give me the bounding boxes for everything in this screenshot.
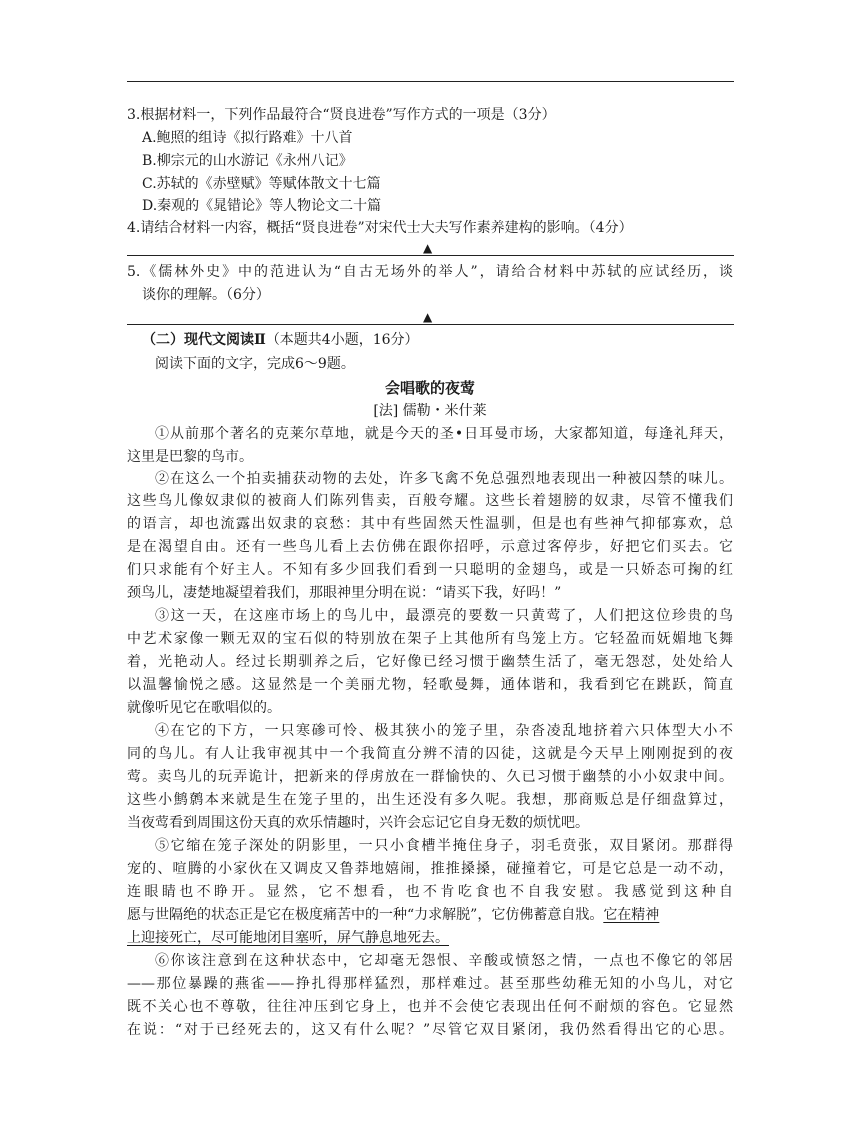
paragraph-2-line: ②在这么一个拍卖捕获动物的去处，许多飞禽不免总强烈地表现出一种被囚禁的味儿。 xyxy=(155,471,733,487)
paragraph-4-line: 当夜莺看到周围这份天真的欢乐情趣时，兴许会忘记它自身无数的烦忧吧。 xyxy=(127,815,589,831)
section-heading xyxy=(142,330,419,350)
answer-rule-q4 xyxy=(127,255,734,256)
paragraph-4-line: ④在它的下方，一只寒碜可怜、极其狭小的笼子里，杂沓凌乱地挤着六只体型大小不 xyxy=(155,723,733,739)
paragraph-3-line: 着，光艳动人。经过长期驯养之后，它好像已经习惯于幽禁生活了，毫无怨怼，处处给人 xyxy=(127,654,733,670)
paragraph-1-line: ①从前那个著名的克莱尔草地，就是今天的圣•日耳曼市场，大家都知道，每逢礼拜天， xyxy=(155,426,733,442)
question-3-option-b: B.柳宗元的山水游记《永州八记》 xyxy=(142,153,353,169)
section-heading-note: （本题共4小题，16分） xyxy=(265,332,419,348)
underlined-sentence-end: 上迎接死亡，尽可能地闭目塞听，屏气静息地死去。 xyxy=(127,930,449,946)
paragraph-6-line: ——那位暴躁的燕雀——挣扎得那样猛烈，那样难过。甚至那些幼稚无知的小鸟儿，对它 xyxy=(127,976,733,992)
paragraph-2-line: 的语言，却也流露出奴隶的哀愁：其中有些固然天性温驯，但是也有些神气抑郁寡欢，总 xyxy=(127,516,733,532)
paragraph-4-line: 这些小鹪鹩本来就是生在笼子里的，出生还没有多久呢。我想，那商贩总是仔细盘算过， xyxy=(127,792,733,808)
paragraph-2-line: 这些鸟儿像奴隶似的被商人们陈列售卖，百般夸耀。这些长着翅膀的奴隶，尽管不懂我们 xyxy=(127,493,733,509)
answer-marker-triangle: ▲ xyxy=(423,310,433,324)
paragraph-3-line: ③这一天，在这座市场上的鸟儿中，最漂亮的要数一只黄莺了，人们把这位珍贵的鸟 xyxy=(155,608,733,624)
question-5-stem-line1: 5.《儒林外史》中的范进认为“自古无场外的举人”，请给合材料中苏轼的应试经历，谈 xyxy=(127,264,733,280)
top-rule xyxy=(127,81,734,82)
paragraph-5-line: 连眼睛也不睁开。显然，它不想看，也不肯吃食也不自我安慰。我感觉到这种自 xyxy=(127,884,733,900)
question-3-option-d: D.秦观的《晁错论》等人物论文二十篇 xyxy=(142,198,382,214)
paragraph-5-text: 愿与世隔绝的状态正是它在极度痛苦中的一种“力求解脱”，它仿佛蓄意自戕。 xyxy=(127,907,604,923)
paragraph-2-line: 颈鸟儿，凄楚地凝望着我们，那眼神里分明在说：“请买下我，好吗！” xyxy=(127,585,562,601)
paragraph-3-line: 中艺术家像一颗无双的宝石似的特别放在架子上其他所有鸟笼上方。它轻盈而妩媚地飞舞 xyxy=(127,631,733,647)
paragraph-6-line: 既不关心也不尊敬，往往冲压到它身上，也并不会使它表现出任何不耐烦的容色。它显然 xyxy=(127,999,733,1015)
question-3-option-a: A.鲍照的组诗《拟行路难》十八首 xyxy=(142,130,353,146)
paragraph-2-line: 是在渴望自由。还有一些鸟儿看上去仿佛在跟你招呼，示意过客停步，好把它们买去。它 xyxy=(127,539,733,555)
paragraph-5-line xyxy=(127,905,659,925)
paragraph-1-line: 这里是巴黎的鸟市。 xyxy=(127,449,253,465)
paragraph-3-line: 就像听见它在歌唱似的。 xyxy=(127,700,281,716)
paragraph-4-line: 莺。卖鸟儿的玩弄诡计，把新来的俘虏放在一群愉快的、久已习惯于幽禁的小小奴隶中间。 xyxy=(127,769,733,785)
paragraph-3-line: 以温馨愉悦之感。这显然是一个美丽尤物，轻歌曼舞，通体谐和，我看到它在跳跃，简直 xyxy=(127,677,733,693)
question-4-stem: 4.请结合材料一内容，概括“贤良进卷”对宋代士大夫写作素养建构的影响。（4分） xyxy=(127,220,633,236)
paragraph-5-line: ⑤它缩在笼子深处的阴影里，一只小食槽半掩住身子，羽毛贲张，双目紧闭。那群得 xyxy=(155,838,733,854)
section-heading-title: （二）现代文阅读Ⅱ xyxy=(142,332,266,348)
paragraph-5-line: 宠的、喧腾的小家伙在又调皮又鲁莽地嬉闹，推推搡搡，碰撞着它，可是它总是一动不动， xyxy=(127,861,733,877)
paragraph-6-line: 在说：“对于已经死去的，这又有什么呢？”尽管它双目紧闭，我仍然看得出它的心思。 xyxy=(127,1022,733,1038)
paragraph-2-line: 们只求能有个好主人。不知有多少回我们看到一只聪明的金翅鸟，或是一只娇态可掬的红 xyxy=(127,562,733,578)
question-3-stem: 3.根据材料一，下列作品最符合“贤良进卷”写作方式的一项是（3分） xyxy=(127,107,556,123)
paragraph-4-line: 同的鸟儿。有人让我审视其中一个我简直分辨不清的囚徒，这就是今天早上刚刚捉到的夜 xyxy=(127,746,733,762)
section-instruction: 阅读下面的文字，完成6～9题。 xyxy=(155,356,355,372)
answer-rule-q5 xyxy=(127,324,734,325)
question-5-stem-line2: 谈你的理解。（6分） xyxy=(142,287,270,303)
article-title: 会唱歌的夜莺 xyxy=(384,379,475,397)
article-author: [法] 儒勒・米什莱 xyxy=(373,403,487,419)
paragraph-6-line: ⑥你该注意到在这种状态中，它却毫无怨恨、辛酸或愤怒之情，一点也不像它的邻居 xyxy=(155,953,733,969)
question-3-option-c: C.苏轼的《赤壁赋》等赋体散文十七篇 xyxy=(142,176,381,192)
underlined-sentence-start: 它在精神 xyxy=(603,907,660,923)
answer-marker-triangle: ▲ xyxy=(423,241,433,255)
